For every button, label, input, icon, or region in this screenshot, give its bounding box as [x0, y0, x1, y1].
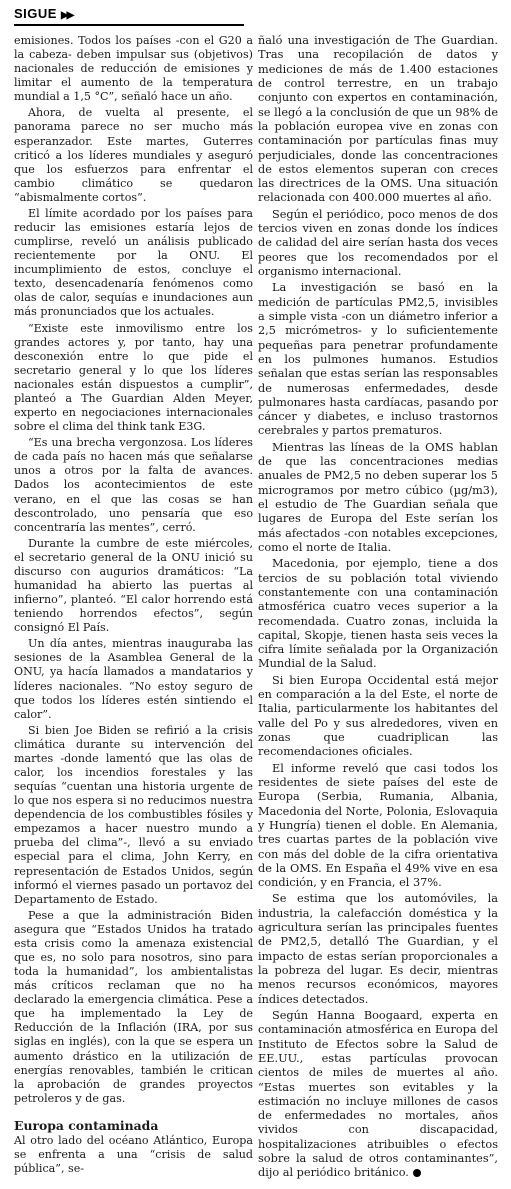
paragraph: Pese a que la administración Biden asegura que “Estados Unidos ha tratado esta crisis como la amenaza existencial que es, no solo para nosotros, sino para toda la humanidad”, los ambientalistas más críticos reclaman que no ha declarado la emergencia climática. Pese a que ha implementado la Ley de Reducción de la Inflación (IRA, por sus siglas en inglés), con la que se espera un aumento drástico en la utilización de energías renovables, también le critican la aprobación de grandes proyectos petroleros y de gas.	[14, 908, 253, 1105]
paragraph: El límite acordado por los países para reducir las emisiones estaría lejos de cumplirse, reveló un análisis publicado recientemente por la ONU. El incumplimiento de estos, concluye el texto, desencadenaría fenómenos como olas de calor, sequías e inundaciones aun más pronunciados que los actuales.	[14, 206, 253, 319]
paragraph: emisiones. Todos los países -con el G20 a la cabeza- deben impulsar sus (objetivos) nacionales de reducción de emisiones y limitar el aumento de la temperatura mundial a 1,5 °C”, señaló hace un año.	[14, 34, 253, 104]
paragraph: Macedonia, por ejemplo, tiene a dos tercios de su población total viviendo constantemente con una contaminación atmosférica cuatro veces superior a la recomendada. Cuatro zonas, incluida la capital, Skopje, tienen hasta seis veces la cifra límite señalada por la Organización Mundial de la Salud.	[258, 557, 498, 671]
paragraph: Ahora, de vuelta al presente, el panorama parece no ser mucho más esperanzador. Este martes, Guterres criticó a los líderes mundiales y aseguró que los esfuerzos para enfrentar el cambio climático se quedaron “abismalmente cortos”.	[14, 106, 253, 204]
paragraph: Si bien Europa Occidental está mejor en comparación a la del Este, el norte de Italia, particularmente los habitantes del valle del Po y sus alrededores, viven en zonas que cuadriplican las recomendaciones oficiales.	[258, 673, 498, 759]
left-column	[14, 34, 253, 1178]
paragraph: Si bien Joe Biden se refirió a la crisis climática durante su intervención del martes -donde lamentó que las olas de calor, los incendios forestales y las sequías “cuentan una historia urgente de lo que nos espera si no reducimos nuestra dependencia de los combustibles fósiles y empezamos a hacer nuestro mundo a prueba del clima”-, llevó a su enviado especial para el clima, John Kerry, en representación de Estados Unidos, según informó el viernes pasado un portavoz del Departamento de Estado.	[14, 723, 253, 906]
paragraph: Durante la cumbre de este miércoles, el secretario general de la ONU inició su discurso con augurios dramáticos: “La humanidad ha abierto las puertas al infierno”, planteó. “El calor horrendo está teniendo horrendos efectos”, según consignó El País.	[14, 536, 253, 635]
paragraph: ñaló una investigación de The Guardian. Tras una recopilación de datos y mediciones de más de 1.400 estaciones de control terrestre, en un trabajo conjunto con expertos en contaminación, se llegó a la conclusión de que un 98% de la población europea vive en zonas con contaminación por partículas finas muy perjudiciales, donde las concentraciones de estos elementos superan con creces las directrices de la OMS. Una situación relacionada con 400.000 muertes al año.	[258, 34, 498, 205]
final-paragraph-text: Según Hanna Boogaard, experta en contaminación atmosférica en Europa del Instituto de Efectos sobre la Salud de EE.UU., estas partículas provocan cientos de miles de muertes al año. “Estas muertes son evitables y la estimación no incluye millones de casos de enfermedades no mortales, años vividos con discapacidad, hospitalizaciones atribuibles o efectos sobre la salud de otros contaminantes”, dijo al periódico británico.	[258, 1008, 498, 1180]
paragraph: Se estima que los automóviles, la industria, la calefacción doméstica y la agricultura serían las principales fuentes de PM2,5, detalló The Guardian, y el impacto de estas serían proporcionales a la pobreza del lugar. Es decir, mientras menos recursos económicos, mayores índices detectados.	[258, 892, 498, 1006]
subheading: Europa contaminada	[14, 1117, 159, 1133]
continues-label	[14, 6, 72, 21]
paragraph: Mientras las líneas de la OMS hablan de que las concentraciones medias anuales de PM2,5 no deben superar los 5 microgramos por metro cúbico (µg/m3), el estudio de The Guardian señala que lugares de Europa del Este serían los más afectados -con notables excepciones, como el norte de Italia.	[258, 440, 498, 554]
final-paragraph	[258, 1009, 498, 1181]
continues-text: SIGUE	[14, 6, 57, 21]
paragraph: Según el periódico, poco menos de dos tercios viven en zonas donde los índices de calidad del aire serían hasta dos veces peores que los recomendados por el organismo internacional.	[258, 207, 498, 278]
double-arrow-icon: ▶▶	[60, 10, 73, 21]
paragraph: “Es una brecha vergonzosa. Los líderes de cada país no hacen más que señalarse unos a otros por la falta de avances. Dados los acontecimientos de este verano, en el que las cosas se han descontrolado, uno pensaría que eso concentraría las mentes”, cerró.	[14, 436, 253, 534]
paragraph: La investigación se basó en la medición de partículas PM2,5, invisibles a simple vista -con un diámetro inferior a 2,5 micrómetros- y lo suficientemente pequeñas para penetrar profundamente en los pulmones humanos. Estudios señalan que estas serían las responsables de numerosas enfermedades, desde pulmonares hasta cardíacas, pasando por cáncer y diabetes, e incluso trastornos cerebrales y partos prematuros.	[258, 281, 498, 438]
paragraph: Al otro lado del océano Atlántico, Europa se enfrenta a una “crisis de salud pública”, se-	[14, 1133, 253, 1176]
continuation-header	[0, 0, 511, 30]
paragraph: El informe reveló que casi todos los residentes de siete países del este de Europa (Serbia, Rumania, Albania, Macedonia del Norte, Polonia, Eslovaquia y Hungría) tienen el doble. En Alemania, tres cuartas partes de la población vive con más del doble de la cifra orientativa de la OMS. En España el 49% vive en esa condición, y en Francia, el 37%.	[258, 761, 498, 890]
paragraph: Un día antes, mientras inauguraba las sesiones de la Asamblea General de la ONU, ya hacía llamados a mandatarios y líderes nacionales. “No estoy seguro de que todos los líderes estén sintiendo el calor”.	[14, 637, 253, 721]
right-column	[258, 34, 498, 1183]
end-mark-icon	[413, 1169, 421, 1177]
header-rule	[14, 24, 244, 26]
paragraph: “Existe este inmovilismo entre los grandes actores y, por tanto, hay una desconexión entre lo que pide el secretario general y lo que los líderes nacionales están dispuestos a cumplir”, planteó a The Guardian Alden Meyer, experto en negociaciones internacionales sobre el clima del think tank E3G.	[14, 321, 253, 434]
